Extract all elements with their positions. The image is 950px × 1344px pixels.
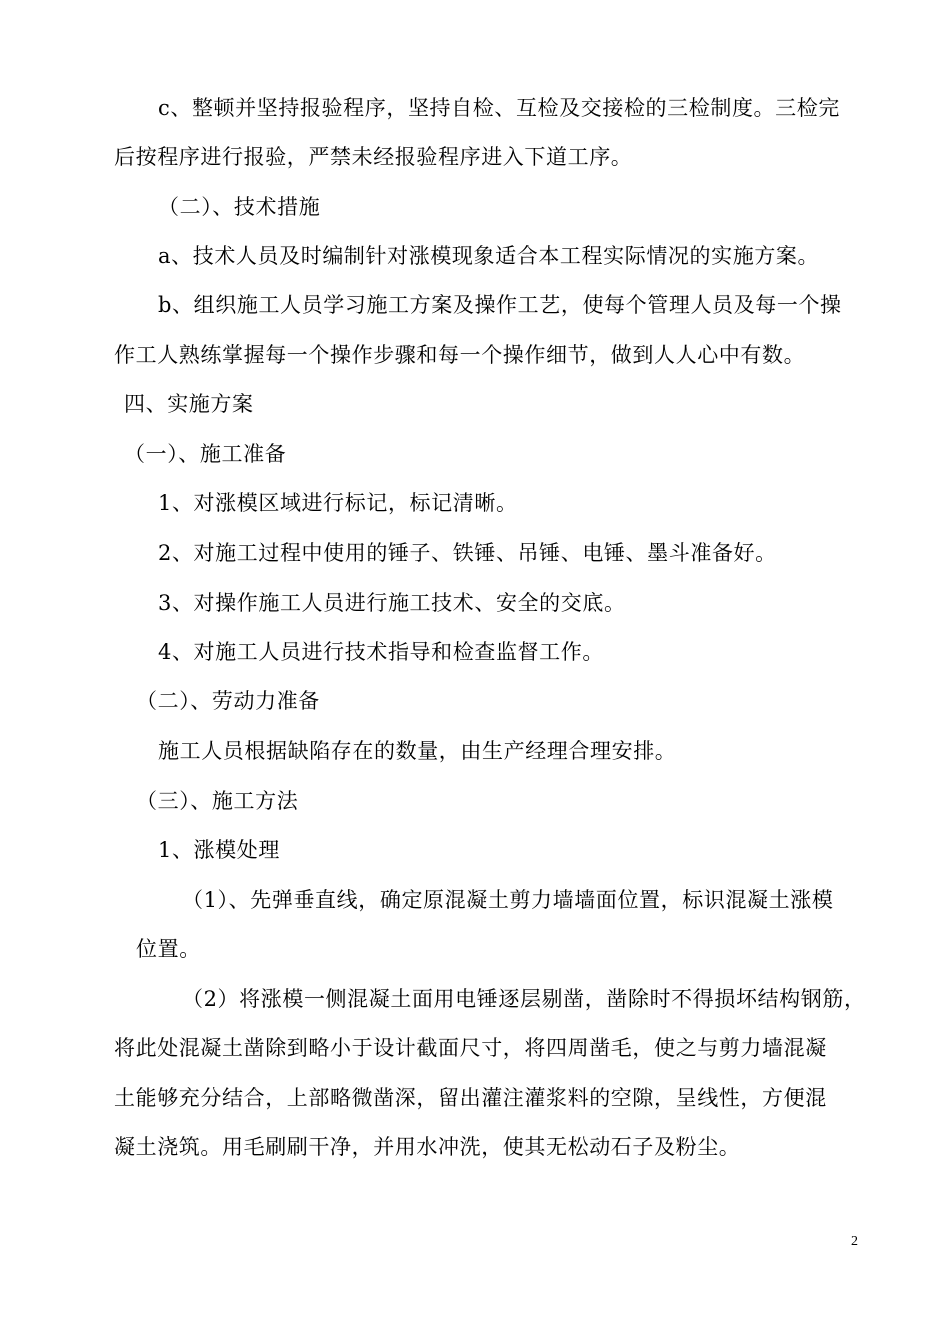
text-line: 后按程序进行报验，严禁未经报验程序进入下道工序。	[114, 145, 633, 169]
section-heading: （三）、施工方法	[136, 789, 299, 813]
section-heading: （二）、技术措施	[158, 195, 321, 219]
text-line: 凝土浇筑。用毛刷刷干净，并用水冲洗，使其无松动石子及粉尘。	[114, 1135, 741, 1159]
text-line: b、组织施工人员学习施工方案及操作工艺，使每个管理人员及每一个操	[158, 293, 842, 317]
text-line: （1）、先弹垂直线，确定原混凝土剪力墙墙面位置，标识混凝土涨模	[182, 888, 834, 912]
text-line: 施工人员根据缺陷存在的数量，由生产经理合理安排。	[158, 739, 677, 763]
section-heading: （一）、施工准备	[124, 442, 287, 466]
section-heading: 四、实施方案	[124, 392, 254, 416]
text-line: 作工人熟练掌握每一个操作步骤和每一个操作细节，做到人人心中有数。	[114, 343, 806, 367]
list-item: 1、对涨模区域进行标记，标记清晰。	[158, 491, 518, 515]
page-number: 2	[851, 1234, 858, 1249]
list-item: 3、对操作施工人员进行施工技术、安全的交底。	[158, 591, 626, 615]
text-line: a、技术人员及时编制针对涨模现象适合本工程实际情况的实施方案。	[158, 244, 820, 268]
section-heading: （二）、劳动力准备	[136, 689, 320, 713]
text-line: 土能够充分结合，上部略微凿深，留出灌注灌浆料的空隙，呈线性，方便混	[114, 1086, 827, 1110]
subsection-heading: 1、涨模处理	[158, 838, 280, 862]
list-item: 4、对施工人员进行技术指导和检查监督工作。	[158, 640, 604, 664]
text-line: （2）将涨模一侧混凝土面用电锤逐层剔凿，凿除时不得损坏结构钢筋，	[182, 987, 866, 1011]
text-line: 将此处混凝土凿除到略小于设计截面尺寸，将四周凿毛，使之与剪力墙混凝	[114, 1036, 827, 1060]
text-line: 位置。	[136, 937, 201, 961]
text-line: c、整顿并坚持报验程序，坚持自检、互检及交接检的三检制度。三检完	[158, 96, 840, 120]
list-item: 2、对施工过程中使用的锤子、铁锤、吊锤、电锤、墨斗准备好。	[158, 541, 777, 565]
